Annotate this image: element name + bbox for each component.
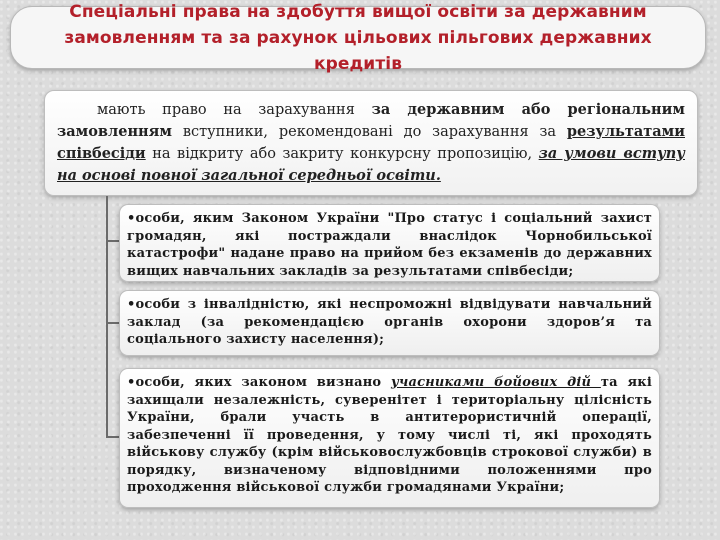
item-combatants-term: учасниками бойових дій xyxy=(391,375,601,390)
connector-branch-2 xyxy=(106,322,119,324)
main-text-2: вступники, рекомендовані до зарахування за xyxy=(171,124,567,140)
connector-branch-1 xyxy=(106,240,119,242)
main-condition-box xyxy=(44,90,698,196)
list-item-disability xyxy=(119,290,660,356)
list-item-combatants xyxy=(119,368,660,508)
connector-line xyxy=(106,196,108,438)
slide-title: Спеціальні права на здобуття вищої освіти за державним замовленням та за рахунок цільових пільгових державних кредитів xyxy=(64,1,652,74)
main-bold-order: за державним або регіональним замовленням xyxy=(57,101,685,140)
main-text-1: мають право на зарахування xyxy=(97,102,372,118)
main-text-3: на відкриту або закриту конкурсну пропозицію, xyxy=(145,146,539,162)
connector-branch-3 xyxy=(106,436,119,438)
item-text: •особи з інвалідністю, які неспроможні відвідувати навчальний заклад (за рекомендацією органів охорони здоров’я та соціального захисту населення); xyxy=(127,297,652,347)
list-item-chornobyl xyxy=(119,204,660,282)
main-condition-italic: за умови вступу на основі повної загальної середньої освіти. xyxy=(57,145,685,184)
item-text-post: та які захищали незалежність, суверенітет і територіальну цілісність України, брали участь в антитерористичній операції, забезпеченні її проведення, у тому числі ті, які проходять військову службу (крім військовослужбовців строкової служби) в порядку, визначеному відповідними положеннями про проходження військової служби громадянами України; xyxy=(127,375,652,495)
item-text: •особи, яким Законом України "Про статус і соціальний захист громадян, які постраждали внаслідок Чорнобильської катастрофи" надане право на прийом без екзаменів до державних вищих навчальних закладів за результатами співбесіди; xyxy=(127,211,652,279)
main-interview-results: результатами співбесіди xyxy=(57,123,685,162)
title-box xyxy=(10,1,706,74)
item-text-pre: •особи, яких законом визнано xyxy=(127,375,391,390)
